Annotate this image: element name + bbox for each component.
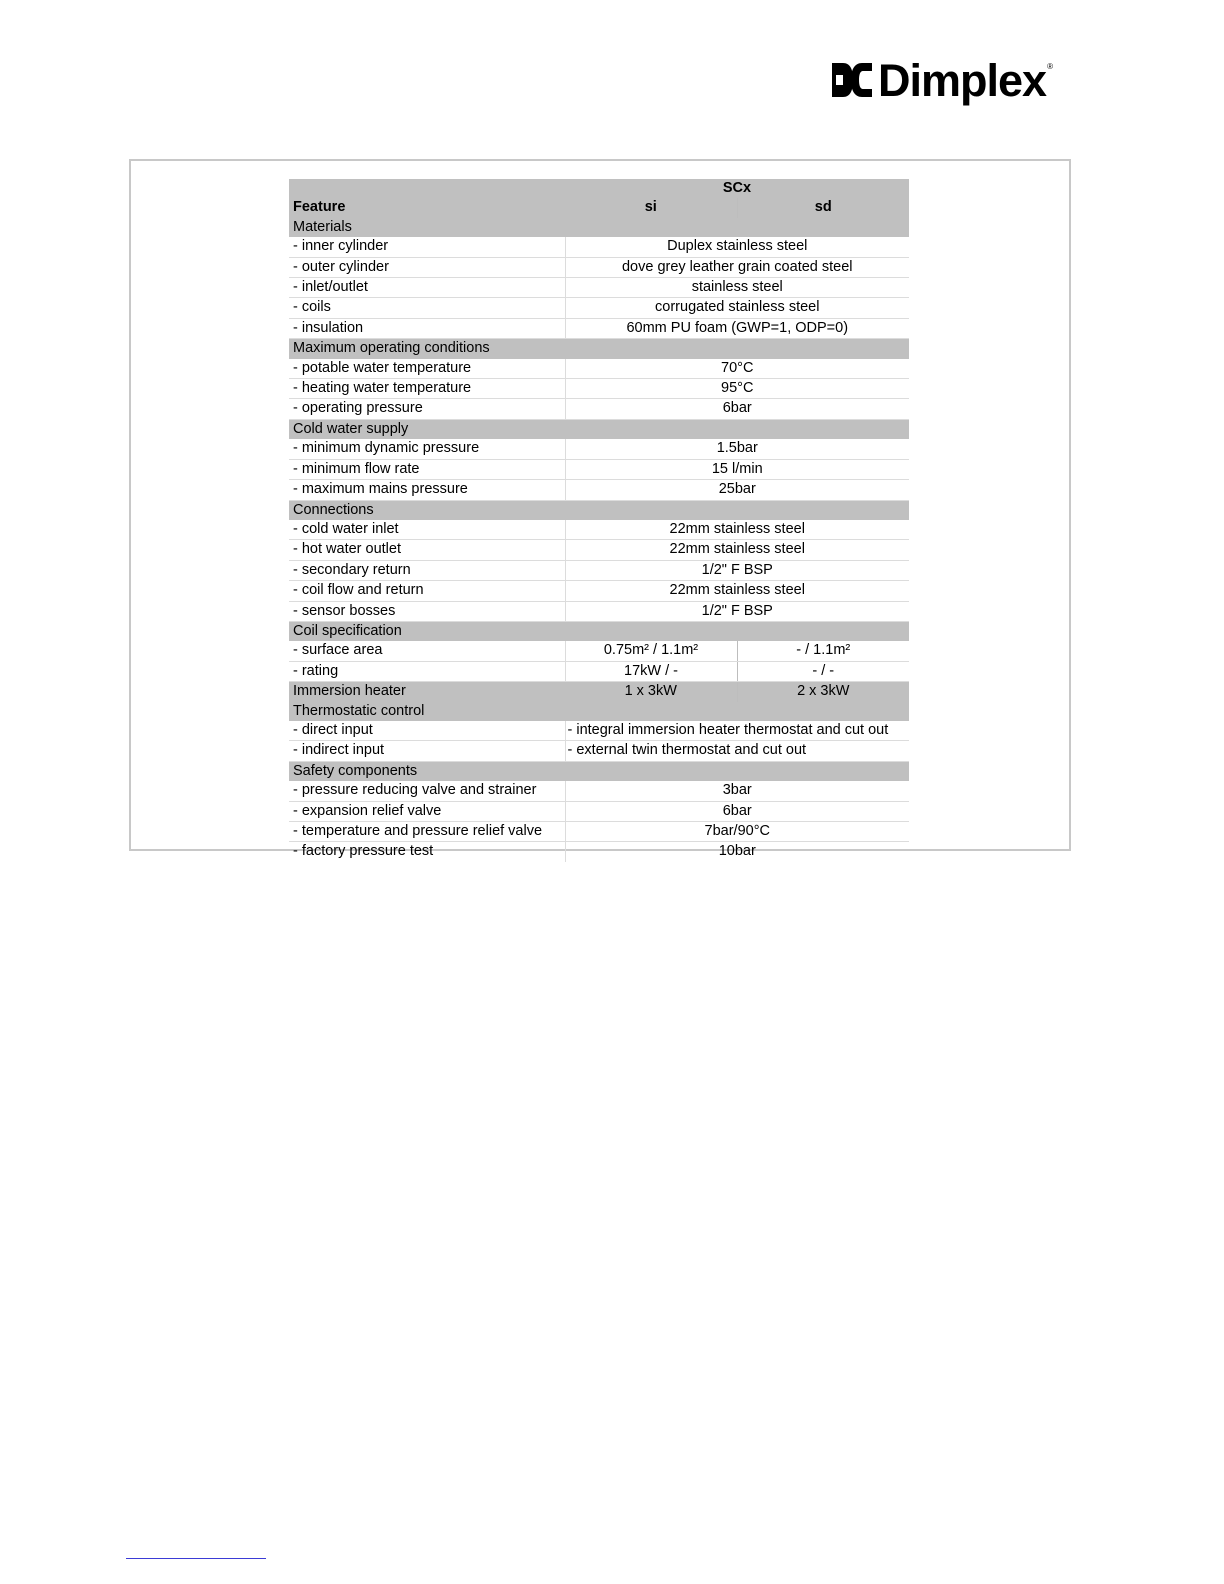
section-row xyxy=(289,500,909,520)
row-value: 1/2" F BSP xyxy=(565,601,909,621)
section-title: Thermostatic control xyxy=(289,702,909,721)
section-title: Immersion heater xyxy=(289,682,565,702)
table-row xyxy=(289,741,909,761)
row-label: - minimum dynamic pressure xyxy=(289,439,565,459)
row-label: - hot water outlet xyxy=(289,540,565,560)
table-row xyxy=(289,278,909,298)
si-value: 0.75m² / 1.1m² xyxy=(565,641,737,661)
table-row xyxy=(289,480,909,500)
table-row xyxy=(289,459,909,479)
row-value: 7bar/90°C xyxy=(565,822,909,842)
row-label: - coils xyxy=(289,298,565,318)
logo-wordmark: Dimplex xyxy=(878,54,1047,106)
row-value: 95°C xyxy=(565,379,909,399)
row-label: - heating water temperature xyxy=(289,379,565,399)
row-value: 22mm stainless steel xyxy=(565,540,909,560)
row-label: - direct input xyxy=(289,721,565,741)
table-row xyxy=(289,359,909,379)
table-row xyxy=(289,540,909,560)
row-value: Duplex stainless steel xyxy=(565,237,909,257)
table-row xyxy=(289,661,909,681)
dimplex-logo-mark-icon xyxy=(830,61,874,99)
section-title: Coil specification xyxy=(289,621,909,641)
si-value: 1 x 3kW xyxy=(565,682,737,702)
section-title: Safety components xyxy=(289,761,909,781)
table-row xyxy=(289,842,909,862)
row-value: 6bar xyxy=(565,399,909,419)
row-label: - insulation xyxy=(289,318,565,338)
table-row xyxy=(289,801,909,821)
row-value: 22mm stainless steel xyxy=(565,520,909,540)
table-header-row xyxy=(289,198,909,217)
table-row xyxy=(289,781,909,801)
row-label: - expansion relief valve xyxy=(289,801,565,821)
section-row xyxy=(289,419,909,439)
section-row xyxy=(289,761,909,781)
table-header-row xyxy=(289,179,909,198)
row-label: - operating pressure xyxy=(289,399,565,419)
row-value: corrugated stainless steel xyxy=(565,298,909,318)
section-row xyxy=(289,702,909,721)
row-label: - inner cylinder xyxy=(289,237,565,257)
section-title: Materials xyxy=(289,218,909,237)
row-label: - temperature and pressure relief valve xyxy=(289,822,565,842)
row-label: - sensor bosses xyxy=(289,601,565,621)
row-label: - cold water inlet xyxy=(289,520,565,540)
section-title: Maximum operating conditions xyxy=(289,339,909,359)
table-row xyxy=(289,560,909,580)
row-value: 6bar xyxy=(565,801,909,821)
sd-column-header: sd xyxy=(737,198,909,217)
table-row xyxy=(289,399,909,419)
table-row xyxy=(289,581,909,601)
feature-header: Feature xyxy=(289,198,565,217)
table-row xyxy=(289,318,909,338)
row-value: 10bar xyxy=(718,843,756,860)
table-row xyxy=(289,601,909,621)
footer-rule xyxy=(126,1558,266,1559)
row-value: 1.5bar xyxy=(565,439,909,459)
logo-registered-mark: ® xyxy=(1047,62,1053,71)
row-label: - maximum mains pressure xyxy=(289,480,565,500)
section-row xyxy=(289,218,909,237)
row-label: - inlet/outlet xyxy=(289,278,565,298)
model-group-header: SCx xyxy=(565,179,909,198)
si-column-header: si xyxy=(565,198,737,217)
row-label: - indirect input xyxy=(289,741,565,761)
row-value: 25bar xyxy=(565,480,909,500)
row-value: 60mm PU foam (GWP=1, ODP=0) xyxy=(565,318,909,338)
section-row xyxy=(289,339,909,359)
table-row xyxy=(289,641,909,661)
row-value: stainless steel xyxy=(565,278,909,298)
table-row xyxy=(289,822,909,842)
dimplex-logo xyxy=(830,56,1053,104)
row-value: 15 l/min xyxy=(565,459,909,479)
table-row xyxy=(289,721,909,741)
row-label: - rating xyxy=(289,661,565,681)
table-row xyxy=(289,439,909,459)
sd-value: - / - xyxy=(737,661,909,681)
sd-value: - / 1.1m² xyxy=(737,641,909,661)
section-title: Connections xyxy=(289,500,909,520)
table-row xyxy=(289,379,909,399)
table-row xyxy=(289,257,909,277)
row-label: - coil flow and return xyxy=(289,581,565,601)
spec-table xyxy=(289,179,909,862)
row-value: dove grey leather grain coated steel xyxy=(565,257,909,277)
row-value: 1/2" F BSP xyxy=(565,560,909,580)
si-value: 17kW / - xyxy=(565,661,737,681)
row-label: - pressure reducing valve and strainer xyxy=(289,781,565,801)
row-label: - surface area xyxy=(289,641,565,661)
row-value: 22mm stainless steel xyxy=(565,581,909,601)
row-label: - secondary return xyxy=(289,560,565,580)
row-value: - external twin thermostat and cut out xyxy=(565,741,909,761)
row-label: - outer cylinder xyxy=(289,257,565,277)
section-row xyxy=(289,682,909,702)
row-label: - minimum flow rate xyxy=(289,459,565,479)
section-title: Cold water supply xyxy=(289,419,909,439)
section-row xyxy=(289,621,909,641)
row-label: - potable water temperature xyxy=(289,359,565,379)
row-label: - factory pressure test xyxy=(289,842,565,862)
table-row xyxy=(289,298,909,318)
row-value: 70°C xyxy=(565,359,909,379)
row-value: - integral immersion heater thermostat and cut out xyxy=(565,721,909,741)
table-row xyxy=(289,520,909,540)
sd-value: 2 x 3kW xyxy=(737,682,909,702)
table-row xyxy=(289,237,909,257)
row-value: 3bar xyxy=(565,781,909,801)
